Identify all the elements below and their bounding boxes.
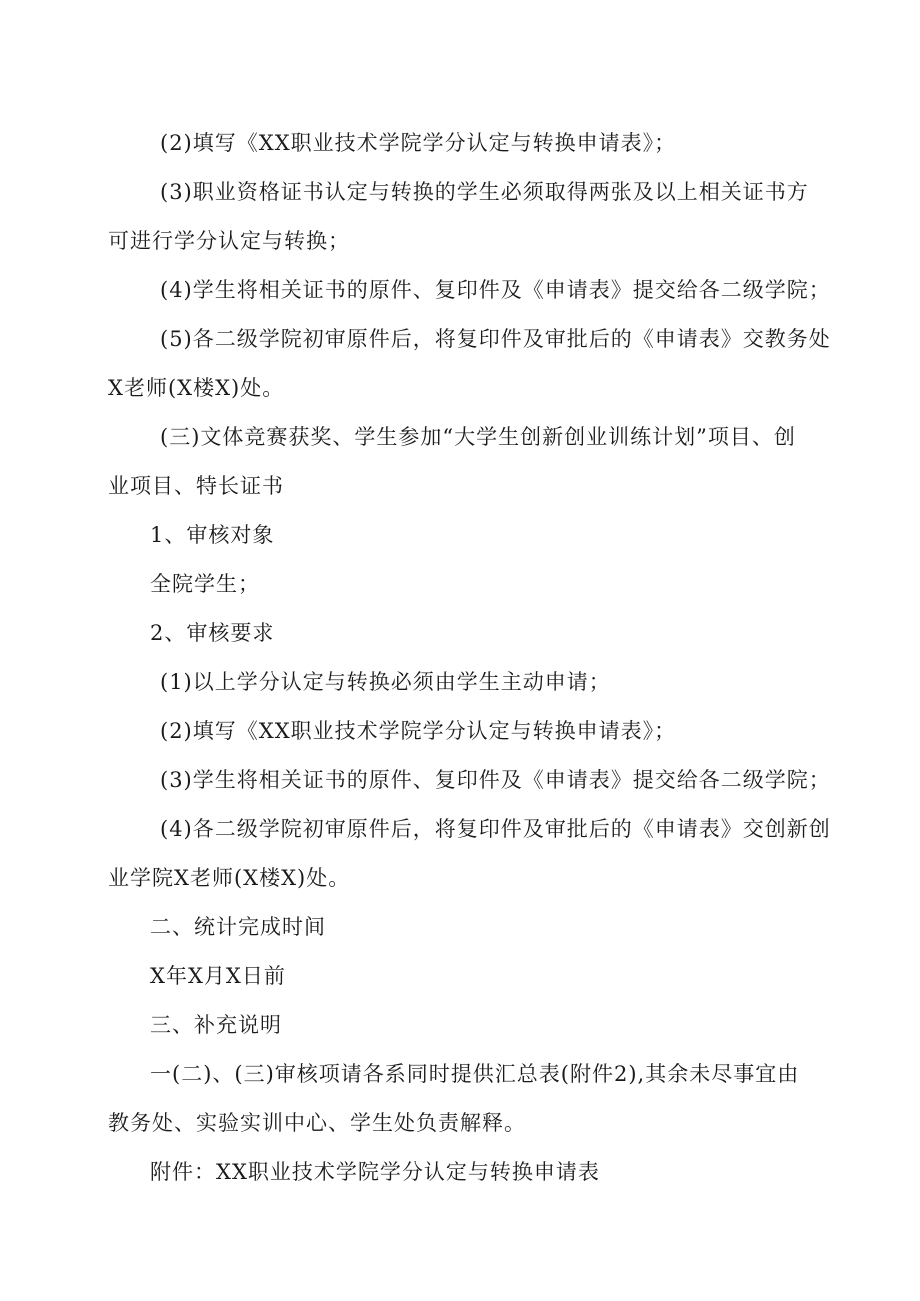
- section-heading: (三)文体竞赛获奖、学生参加“大学生创新创业训练计划”项目、创: [160, 425, 796, 449]
- subheading: 1、审核对象: [150, 523, 275, 547]
- subheading: 2、审核要求: [150, 621, 275, 645]
- paragraph-line: (1)以上学分认定与转换必须由学生主动申请；: [160, 670, 611, 694]
- paragraph-line: (2)填写《XX职业技术学院学分认定与转换申请表》；: [160, 719, 677, 743]
- paragraph-line: (4)各二级学院初审原件后，将复印件及审批后的《申请表》交创新创: [160, 817, 831, 841]
- paragraph-line: 全院学生；: [150, 572, 260, 596]
- paragraph-line: (3)职业资格证书认定与转换的学生必须取得两张及以上相关证书方: [160, 180, 809, 204]
- paragraph-line: 一(二)、(三)审核项请各系同时提供汇总表(附件2),其余未尽事宜由: [150, 1062, 800, 1086]
- paragraph-line: (3)学生将相关证书的原件、复印件及《申请表》提交给各二级学院；: [160, 768, 831, 792]
- section-heading: 三、补充说明: [150, 1013, 282, 1037]
- paragraph-line: X年X月X日前: [150, 964, 286, 988]
- section-heading: 业项目、特长证书: [108, 474, 284, 498]
- section-heading: 二、统计完成时间: [150, 915, 326, 939]
- attachment-line: 附件：XX职业技术学院学分认定与转换申请表: [150, 1160, 600, 1184]
- paragraph-line: 教务处、实验实训中心、学生处负责解释。: [108, 1111, 526, 1135]
- paragraph-line: (2)填写《XX职业技术学院学分认定与转换申请表》；: [160, 131, 677, 155]
- paragraph-line: X老师(X楼X)处。: [108, 376, 285, 400]
- paragraph-line: (4)学生将相关证书的原件、复印件及《申请表》提交给各二级学院；: [160, 278, 831, 302]
- paragraph-line: (5)各二级学院初审原件后，将复印件及审批后的《申请表》交教务处: [160, 327, 831, 351]
- paragraph-line: 业学院X老师(X楼X)处。: [108, 866, 351, 890]
- paragraph-line: 可进行学分认定与转换；: [108, 229, 350, 253]
